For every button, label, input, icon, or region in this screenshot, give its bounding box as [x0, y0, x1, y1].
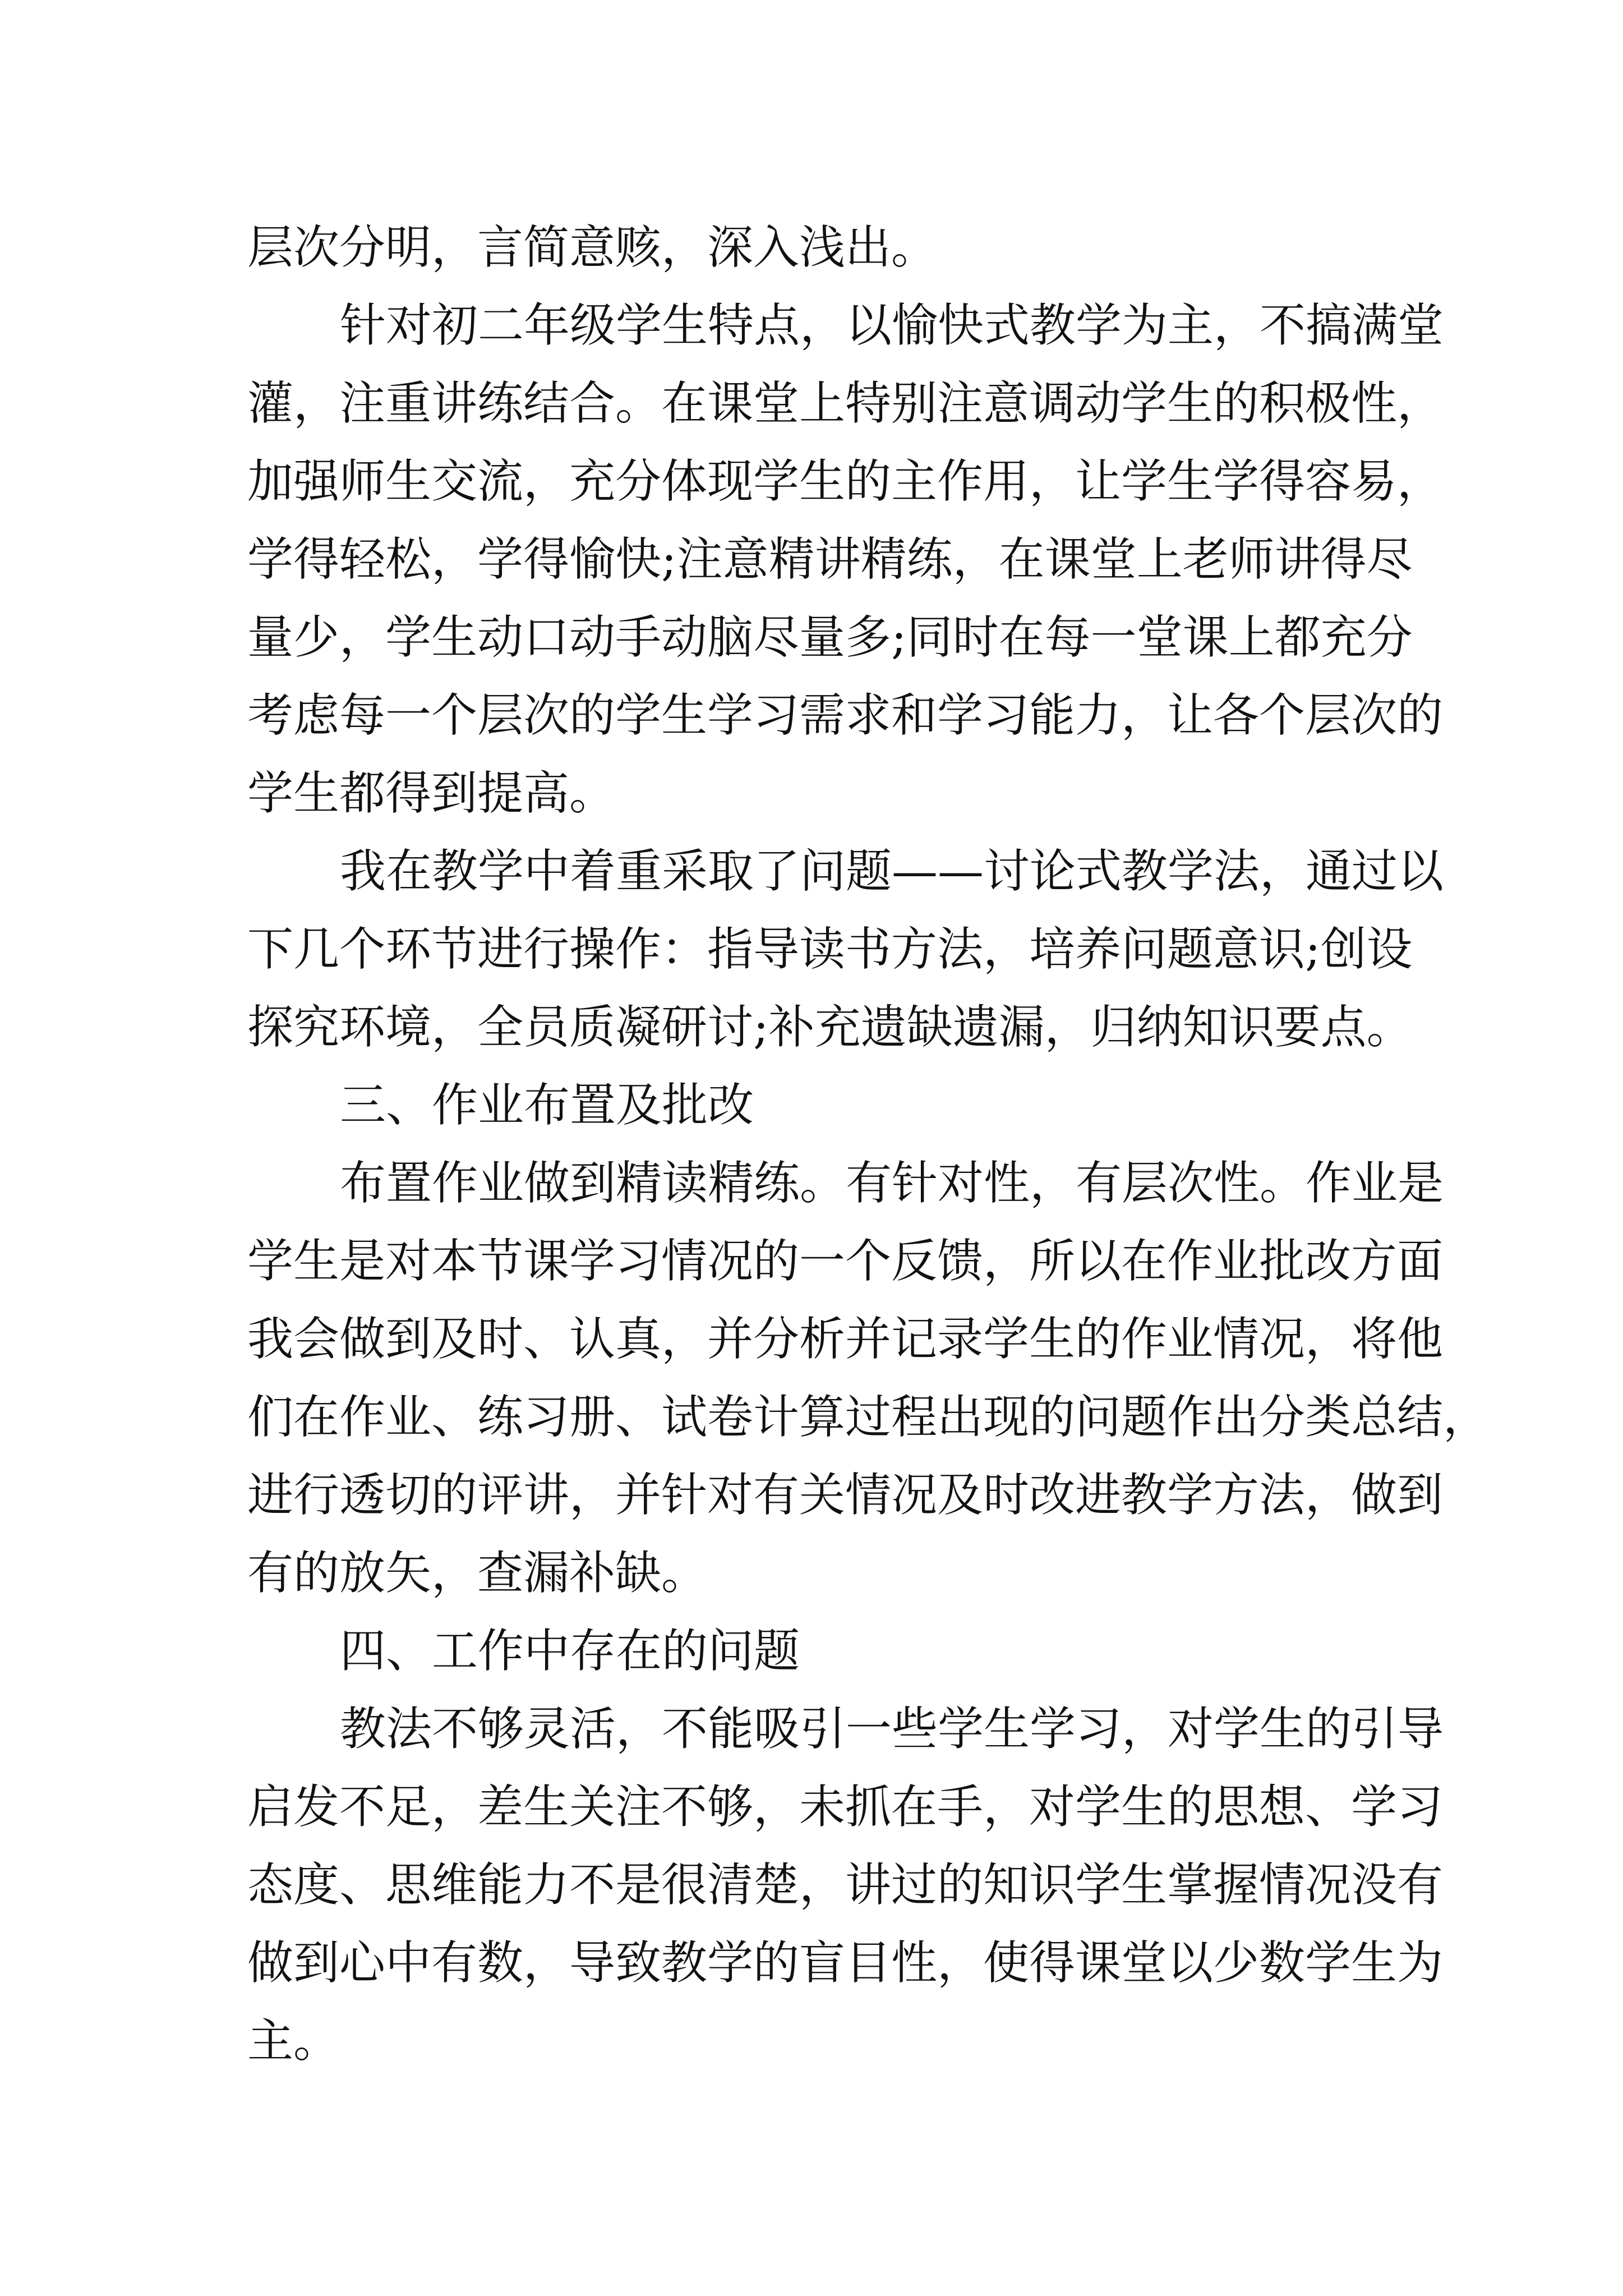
paragraph-first-line: 针对初二年级学生特点，以愉快式教学为主，不搞满堂: [340, 299, 1444, 352]
text-line: 我会做到及时、认真，并分析并记录学生的作业情况，将他: [247, 1313, 1444, 1366]
section-heading: 三、作业布置及批改: [340, 1079, 754, 1132]
text-line: 学生是对本节课学习情况的一个反馈，所以在作业批改方面: [247, 1235, 1444, 1288]
text-line: 有的放矢，查漏补缺。: [247, 1547, 708, 1600]
text-line: 灌，注重讲练结合。在课堂上特别注意调动学生的积极性，: [247, 377, 1444, 430]
document-body: [247, 209, 1490, 2080]
text-line: 们在作业、练习册、试卷计算过程出现的问题作出分类总结，: [247, 1391, 1490, 1444]
section-heading: 四、工作中存在的问题: [340, 1625, 800, 1678]
text-line: 态度、思维能力不是很清楚，讲过的知识学生掌握情况没有: [247, 1858, 1444, 1912]
text-line: 探究环境，全员质凝研讨;补充遗缺遗漏，归纳知识要点。: [247, 1001, 1413, 1054]
text-line: 考虑每一个层次的学生学习需求和学习能力，让各个层次的: [247, 689, 1444, 742]
paragraph-first-line: 布置作业做到精读精练。有针对性，有层次性。作业是: [340, 1157, 1444, 1210]
text-line: 学得轻松，学得愉快;注意精讲精练，在课堂上老师讲得尽: [247, 533, 1413, 586]
text-line: 加强师生交流，充分体现学生的主作用，让学生学得容易，: [247, 455, 1444, 508]
text-line: 学生都得到提高。: [247, 767, 616, 820]
text-line: 量少，学生动口动手动脑尽量多;同时在每一堂课上都充分: [247, 611, 1413, 664]
text-line: 启发不足，差生关注不够，未抓在手，对学生的思想、学习: [247, 1780, 1444, 1834]
text-line: 主。: [247, 2014, 340, 2068]
text-line: 层次分明，言简意赅，深入浅出。: [247, 221, 938, 274]
text-line: 做到心中有数，导致教学的盲目性，使得课堂以少数学生为: [247, 1936, 1444, 1990]
text-line: 进行透切的评讲，并针对有关情况及时改进教学方法，做到: [247, 1469, 1444, 1522]
paragraph-first-line: 我在教学中着重采取了问题——讨论式教学法，通过以: [340, 845, 1444, 898]
paragraph-first-line: 教法不够灵活，不能吸引一些学生学习，对学生的引导: [340, 1703, 1444, 1756]
text-line: 下几个环节进行操作：指导读书方法，培养问题意识;创设: [247, 923, 1413, 976]
